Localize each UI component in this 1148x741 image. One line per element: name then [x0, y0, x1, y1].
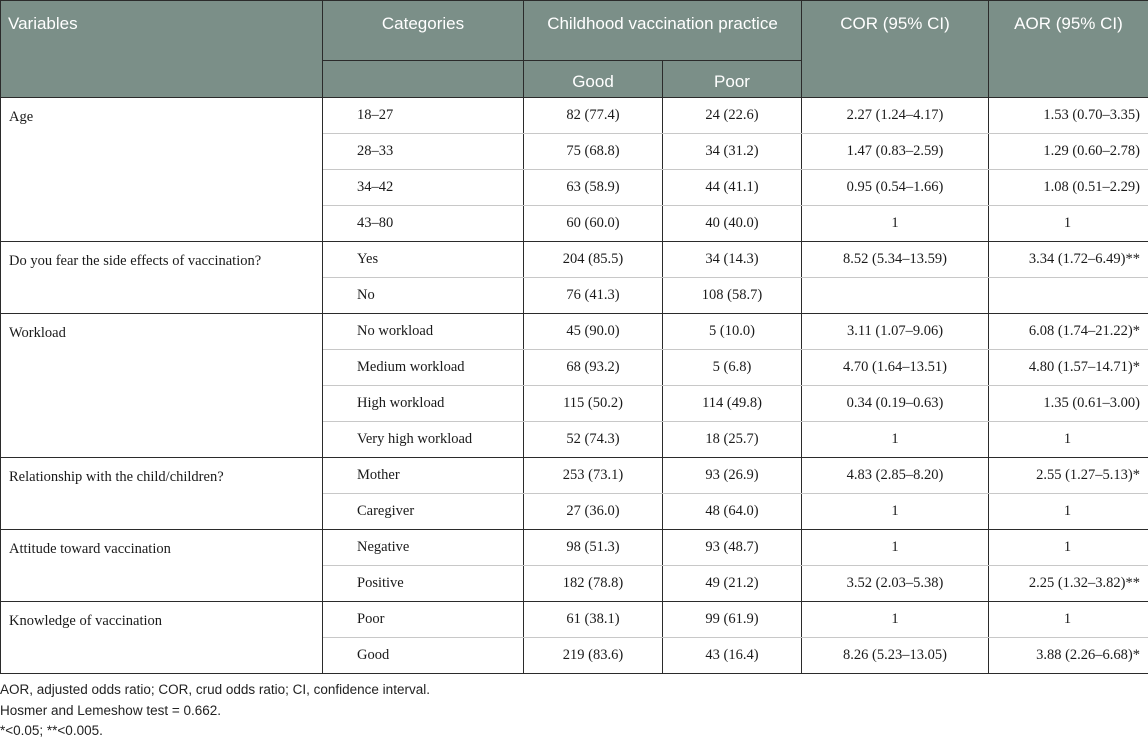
table-row	[1, 458, 1148, 494]
header-vaccination-practice: Childhood vaccination practice	[524, 1, 802, 61]
good-count-cell: 27 (36.0)	[524, 494, 663, 530]
table-header	[1, 1, 1148, 98]
cor-cell: 2.27 (1.24–4.17)	[802, 98, 989, 134]
category-cell: Poor	[323, 602, 524, 638]
poor-count-cell: 49 (21.2)	[663, 566, 802, 602]
variable-cell: Do you fear the side effects of vaccination?	[1, 242, 323, 314]
poor-count-cell: 18 (25.7)	[663, 422, 802, 458]
aor-cell: 3.88 (2.26–6.68)*	[989, 638, 1148, 674]
aor-cell: 4.80 (1.57–14.71)*	[989, 350, 1148, 386]
good-count-cell: 182 (78.8)	[524, 566, 663, 602]
variable-cell: Relationship with the child/children?	[1, 458, 323, 530]
header-categories-blank	[323, 61, 524, 98]
category-cell: 18–27	[323, 98, 524, 134]
cor-cell	[802, 278, 989, 314]
good-count-cell: 204 (85.5)	[524, 242, 663, 278]
poor-count-cell: 34 (31.2)	[663, 134, 802, 170]
poor-count-cell: 24 (22.6)	[663, 98, 802, 134]
table-body	[1, 98, 1148, 674]
category-cell: Good	[323, 638, 524, 674]
good-count-cell: 45 (90.0)	[524, 314, 663, 350]
good-count-cell: 61 (38.1)	[524, 602, 663, 638]
header-aor: AOR (95% CI)	[989, 1, 1148, 98]
variable-cell: Attitude toward vaccination	[1, 530, 323, 602]
aor-cell: 6.08 (1.74–21.22)*	[989, 314, 1148, 350]
category-cell: 34–42	[323, 170, 524, 206]
cor-cell: 1	[802, 206, 989, 242]
footnote-abbreviations: AOR, adjusted odds ratio; COR, crud odds ratio; CI, confidence interval.	[0, 682, 430, 697]
good-count-cell: 75 (68.8)	[524, 134, 663, 170]
cor-cell: 0.95 (0.54–1.66)	[802, 170, 989, 206]
aor-cell: 1	[989, 422, 1148, 458]
category-cell: Yes	[323, 242, 524, 278]
category-cell: Negative	[323, 530, 524, 566]
aor-cell: 1	[989, 530, 1148, 566]
good-count-cell: 52 (74.3)	[524, 422, 663, 458]
variable-cell: Knowledge of vaccination	[1, 602, 323, 674]
aor-cell: 3.34 (1.72–6.49)**	[989, 242, 1148, 278]
cor-cell: 0.34 (0.19–0.63)	[802, 386, 989, 422]
poor-count-cell: 93 (26.9)	[663, 458, 802, 494]
table-row	[1, 530, 1148, 566]
table-row	[1, 242, 1148, 278]
header-poor: Poor	[663, 61, 802, 98]
poor-count-cell: 40 (40.0)	[663, 206, 802, 242]
poor-count-cell: 5 (10.0)	[663, 314, 802, 350]
cor-cell: 1	[802, 494, 989, 530]
poor-count-cell: 114 (49.8)	[663, 386, 802, 422]
good-count-cell: 253 (73.1)	[524, 458, 663, 494]
category-cell: 28–33	[323, 134, 524, 170]
good-count-cell: 76 (41.3)	[524, 278, 663, 314]
aor-cell: 1.29 (0.60–2.78)	[989, 134, 1148, 170]
poor-count-cell: 34 (14.3)	[663, 242, 802, 278]
header-good: Good	[524, 61, 663, 98]
footnote-hosmer-lemeshow: Hosmer and Lemeshow test = 0.662.	[0, 703, 221, 718]
category-cell: High workload	[323, 386, 524, 422]
aor-cell: 1.53 (0.70–3.35)	[989, 98, 1148, 134]
good-count-cell: 219 (83.6)	[524, 638, 663, 674]
good-count-cell: 63 (58.9)	[524, 170, 663, 206]
header-cor: COR (95% CI)	[802, 1, 989, 98]
poor-count-cell: 43 (16.4)	[663, 638, 802, 674]
cor-cell: 3.11 (1.07–9.06)	[802, 314, 989, 350]
variable-cell: Age	[1, 98, 323, 242]
table-row	[1, 98, 1148, 134]
aor-cell: 2.55 (1.27–5.13)*	[989, 458, 1148, 494]
poor-count-cell: 5 (6.8)	[663, 350, 802, 386]
category-cell: Very high workload	[323, 422, 524, 458]
category-cell: No workload	[323, 314, 524, 350]
cor-cell: 1	[802, 530, 989, 566]
aor-cell: 1	[989, 602, 1148, 638]
category-cell: Positive	[323, 566, 524, 602]
cor-cell: 4.70 (1.64–13.51)	[802, 350, 989, 386]
good-count-cell: 68 (93.2)	[524, 350, 663, 386]
good-count-cell: 98 (51.3)	[524, 530, 663, 566]
poor-count-cell: 99 (61.9)	[663, 602, 802, 638]
cor-cell: 3.52 (2.03–5.38)	[802, 566, 989, 602]
aor-cell: 1.35 (0.61–3.00)	[989, 386, 1148, 422]
table-row	[1, 314, 1148, 350]
header-categories: Categories	[323, 1, 524, 61]
good-count-cell: 115 (50.2)	[524, 386, 663, 422]
cor-cell: 8.52 (5.34–13.59)	[802, 242, 989, 278]
variable-cell: Workload	[1, 314, 323, 458]
category-cell: No	[323, 278, 524, 314]
poor-count-cell: 93 (48.7)	[663, 530, 802, 566]
cor-cell: 8.26 (5.23–13.05)	[802, 638, 989, 674]
aor-cell: 1	[989, 206, 1148, 242]
category-cell: Caregiver	[323, 494, 524, 530]
poor-count-cell: 44 (41.1)	[663, 170, 802, 206]
aor-cell: 1.08 (0.51–2.29)	[989, 170, 1148, 206]
good-count-cell: 60 (60.0)	[524, 206, 663, 242]
table-row	[1, 602, 1148, 638]
category-cell: 43–80	[323, 206, 524, 242]
cor-cell: 1	[802, 422, 989, 458]
category-cell: Medium workload	[323, 350, 524, 386]
cor-cell: 1	[802, 602, 989, 638]
category-cell: Mother	[323, 458, 524, 494]
aor-cell: 1	[989, 494, 1148, 530]
aor-cell: 2.25 (1.32–3.82)**	[989, 566, 1148, 602]
cor-cell: 4.83 (2.85–8.20)	[802, 458, 989, 494]
poor-count-cell: 48 (64.0)	[663, 494, 802, 530]
poor-count-cell: 108 (58.7)	[663, 278, 802, 314]
cor-cell: 1.47 (0.83–2.59)	[802, 134, 989, 170]
aor-cell	[989, 278, 1148, 314]
footnote-significance: *<0.05; **<0.005.	[0, 723, 103, 738]
header-variables: Variables	[1, 1, 323, 98]
good-count-cell: 82 (77.4)	[524, 98, 663, 134]
